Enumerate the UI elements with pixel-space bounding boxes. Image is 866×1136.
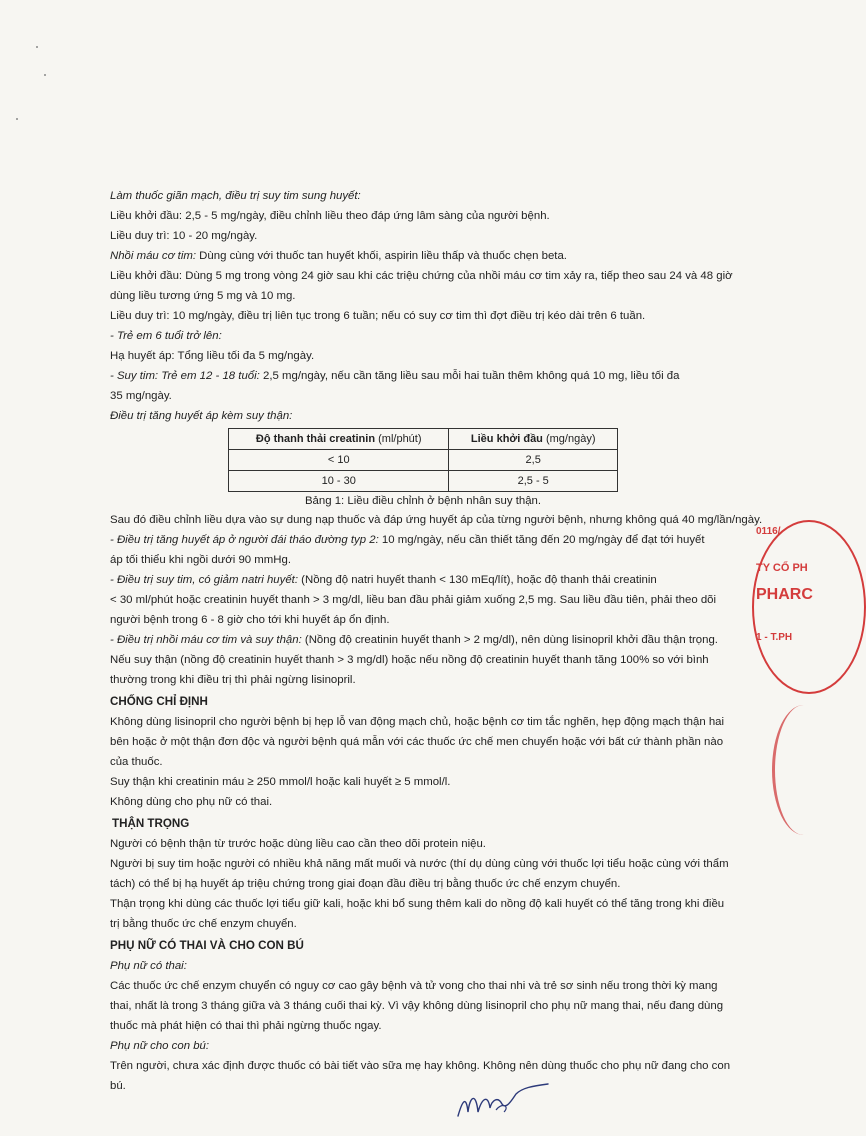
text-line: dùng liều tương ứng 5 mg và 10 mg.	[110, 290, 296, 302]
stamp-ring	[752, 520, 866, 694]
table-header-creatinine: Độ thanh thải creatinin (ml/phút)	[229, 429, 449, 450]
signature	[452, 1082, 562, 1125]
label-renal: Điều trị tăng huyết áp kèm suy thận:	[110, 410, 293, 422]
text-line: thuốc mà phát hiện có thai thì phải ngừng thuốc ngay.	[110, 1020, 382, 1032]
text-line	[110, 630, 755, 650]
text-line: bú.	[110, 1080, 126, 1092]
heading-pregnancy: PHỤ NỮ CÓ THAI VÀ CHO CON BÚ	[110, 939, 304, 952]
signature-scribble	[452, 1082, 562, 1122]
scan-speck	[36, 46, 38, 48]
text-line: thường trong khi điều trị thì phải ngừng lisinopril.	[110, 674, 356, 686]
label-children: - Trẻ em 6 tuổi trở lên:	[110, 330, 222, 342]
text-line: Liều duy trì: 10 mg/ngày, điều trị liên tục trong 6 tuần; nếu có suy cơ tim thì đợt điều trị kéo dài trên 6 tuần.	[110, 310, 646, 322]
text-span: (Nồng độ natri huyết thanh < 130 mEq/lít), hoặc độ thanh thải creatinin	[298, 574, 657, 586]
text-line: Người có bệnh thận từ trước hoặc dùng liều cao cần theo dõi protein niệu.	[110, 838, 486, 850]
text-line: Nếu suy thận (nồng độ creatinin huyết thanh > 3 mg/dl) hoặc nếu nồng độ creatinin huyết thanh tăng 100% so với bình	[110, 654, 709, 666]
text-line: < 30 ml/phút hoặc creatinin huyết thanh > 3 mg/dl, liều ban đầu phải giảm xuống 2,5 mg. Sau liều đầu tiên, phải theo dõi	[110, 594, 717, 606]
text-line	[110, 530, 755, 550]
text-span: Dùng cùng với thuốc tan huyết khối, aspirin liều thấp và thuốc chẹn beta.	[196, 250, 567, 262]
text-line: Liều khởi đầu: Dùng 5 mg trong vòng 24 giờ sau khi các triệu chứng của nhồi máu cơ tim xảy ra, tiếp theo sau 24 và 48 giờ	[110, 270, 733, 282]
text-line: Không dùng cho phụ nữ có thai.	[110, 796, 273, 808]
table-cell: < 10	[229, 450, 449, 471]
document-body	[110, 186, 763, 1096]
label-heart-failure: - Suy tim: Trẻ em 12 - 18 tuổi:	[110, 370, 260, 382]
text-span: 10 mg/ngày, nếu cần thiết tăng đến 20 mg/ngày để đạt tới huyết	[378, 534, 705, 546]
table-cell: 2,5 - 5	[449, 471, 618, 492]
label-hyponatremia: - Điều trị suy tim, có giảm natri huyết:	[110, 574, 299, 586]
table-row	[229, 450, 618, 471]
text-line	[110, 570, 755, 590]
label-breastfeeding: Phụ nữ cho con bú:	[110, 1040, 210, 1052]
label-diabetes: - Điều trị tăng huyết áp ở người đái tháo đường typ 2:	[110, 534, 379, 546]
text-line: Sau đó điều chỉnh liều dựa vào sự dung nạp thuốc và đáp ứng huyết áp của từng người bệnh, nhưng không quá 40 mg/lần/ngày.	[110, 514, 763, 526]
text-span: (Nồng độ creatinin huyết thanh > 2 mg/dl), nên dùng lisinopril khởi đầu thận trọng.	[301, 634, 718, 646]
text-line: trị bằng thuốc ức chế enzym chuyển.	[110, 918, 297, 930]
text-line: 35 mg/ngày.	[110, 390, 172, 402]
label-pregnant: Phụ nữ có thai:	[110, 960, 187, 972]
heading-contraindications: CHỐNG CHỈ ĐỊNH	[110, 695, 208, 708]
renal-dose-table	[228, 428, 618, 492]
text-line: tách) có thể bị hạ huyết áp triệu chứng trong giai đoạn đầu điều trị bằng thuốc ức chế enzym chuyển.	[110, 878, 621, 890]
text-line: Hạ huyết áp: Tổng liều tối đa 5 mg/ngày.	[110, 350, 315, 362]
scan-speck	[16, 118, 18, 120]
text-line: của thuốc.	[110, 756, 163, 768]
heading-precautions: THẬN TRỌNG	[112, 817, 190, 830]
text-line: Liều khởi đầu: 2,5 - 5 mg/ngày, điều chỉnh liều theo đáp ứng lâm sàng của người bệnh.	[110, 210, 550, 222]
text-span: 2,5 mg/ngày, nếu cần tăng liều sau mỗi hai tuần thêm không quá 10 mg, liều tối đa	[259, 370, 680, 382]
stamp-number: 0116/	[756, 526, 781, 537]
stamp-pharma: PHARC	[756, 586, 813, 603]
section-vasodilator: Làm thuốc giãn mạch, điều trị suy tim sung huyết:	[110, 190, 361, 202]
text-line: Người bị suy tim hoặc người có nhiều khả năng mất muối và nước (thí dụ dùng cùng với thuốc lợi tiểu hoặc cùng với thẩm	[110, 858, 729, 870]
text-line: Không dùng lisinopril cho người bệnh bị hẹp lỗ van động mạch chủ, hoặc bệnh cơ tim tắc nghẽn, hẹp động mạch thận hai	[110, 716, 725, 728]
company-stamp	[752, 520, 813, 690]
text-line: bên hoặc ở một thận đơn độc và người bệnh quá mẫn với các thuốc ức chế men chuyển hoặc với bất cứ thành phần nào	[110, 736, 724, 748]
text-line	[110, 246, 755, 266]
text-line: người bệnh trong 6 - 8 giờ cho tới khi huyết áp ổn định.	[110, 614, 390, 626]
stamp-arc	[772, 705, 835, 835]
text-line: Thận trọng khi dùng các thuốc lợi tiểu giữ kali, hoặc khi bổ sung thêm kali do nồng độ kali huyết có thể tăng trong khi điều	[110, 898, 725, 910]
stamp-city: 1 - T.PH	[756, 632, 793, 643]
scan-speck	[44, 74, 46, 76]
text-line: Liều duy trì: 10 - 20 mg/ngày.	[110, 230, 258, 242]
table-header-dose: Liều khởi đầu (mg/ngày)	[449, 429, 618, 450]
label-mi-renal: - Điều trị nhồi máu cơ tim và suy thận:	[110, 634, 302, 646]
table-caption: Bảng 1: Liều điều chỉnh ở bệnh nhân suy thận.	[304, 495, 542, 507]
text-line: Trên người, chưa xác định được thuốc có bài tiết vào sữa mẹ hay không. Không nên dùng thuốc cho phụ nữ đang cho con	[110, 1060, 731, 1072]
text-line: Các thuốc ức chế enzym chuyển có nguy cơ cao gây bệnh và tử vong cho thai nhi và trẻ sơ sinh nếu trong thời kỳ mang	[110, 980, 718, 992]
table-row	[229, 471, 618, 492]
table-cell: 10 - 30	[229, 471, 449, 492]
text-line: thai, nhất là trong 3 tháng giữa và 3 tháng cuối thai kỳ. Vì vậy không dùng lisinopril cho phụ nữ mang thai, nếu đang dùng	[110, 1000, 724, 1012]
text-line	[110, 366, 755, 386]
stamp-company: TY CỔ PH	[756, 562, 808, 574]
label-myocardial: Nhồi máu cơ tim:	[110, 250, 197, 262]
partial-stamp	[766, 705, 800, 835]
text-line: áp tối thiểu khi ngồi dưới 90 mmHg.	[110, 554, 291, 566]
table-header-row	[229, 429, 618, 450]
table-cell: 2,5	[449, 450, 618, 471]
text-line: Suy thận khi creatinin máu ≥ 250 mmol/l hoặc kali huyết ≥ 5 mmol/l.	[110, 776, 451, 788]
